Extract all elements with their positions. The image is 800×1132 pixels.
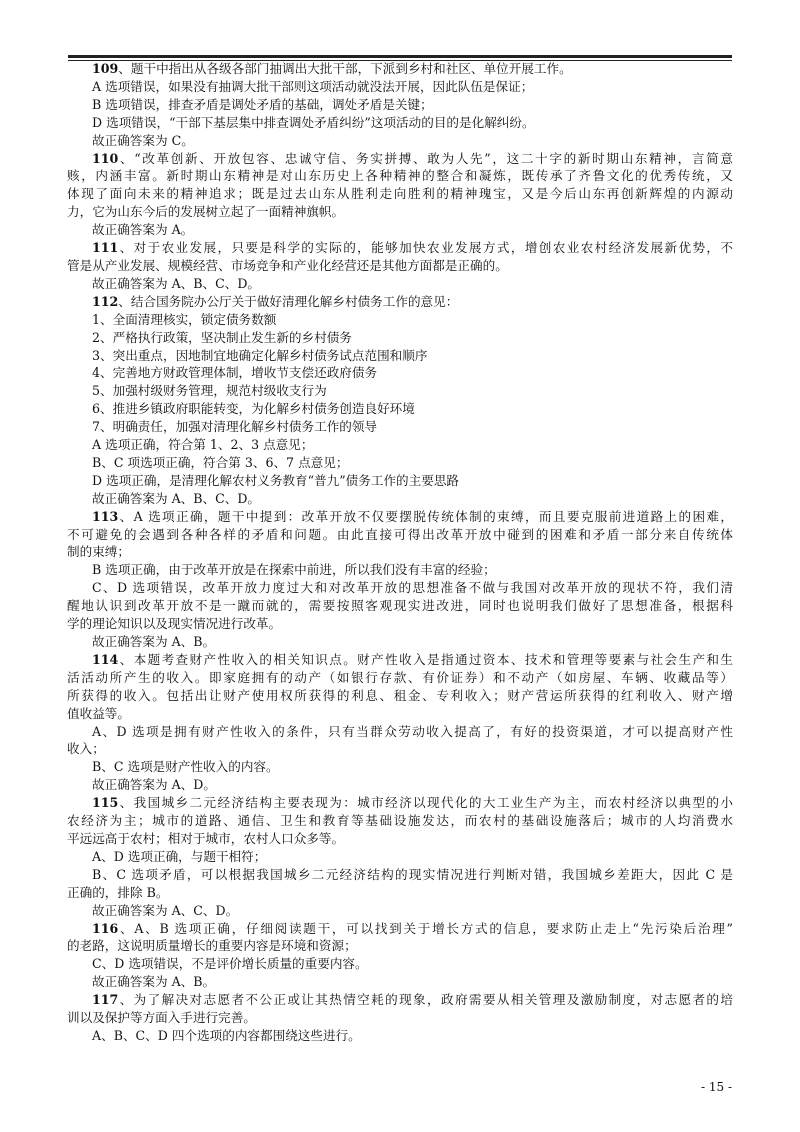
text-line [67,794,733,812]
line-text: 故正确答案为 A、B。 [92,634,216,649]
text-line [67,579,733,597]
line-text: 管是从产业发展、规模经营、市场竞争和产业化经营还是其他方面都是正确的。 [67,257,508,273]
line-text: A、D 选项是拥有财产性收入的条件，只有当群众劳动收入提高了，有好的投资渠道，才可以提高财产性 [92,723,733,739]
text-line [67,382,733,400]
text-line [67,615,733,633]
text-line [67,329,733,347]
line-text: 7、明确责任，加强对清理化解乡村债务工作的领导 [92,419,378,435]
text-line [67,526,733,544]
line-text: 的老路，这说明质量增长的重要内容是环境和资源； [67,938,357,954]
line-text: 3、突出重点，因地制宜地确定化解乡村债务试点范围和顺序 [92,347,428,363]
header-rule-thick [68,55,732,58]
text-line [67,490,733,508]
text-line [67,597,733,615]
text-line [67,687,733,705]
line-text: 、我国城乡二元经济结构主要表现为：城市经济以现代化的大工业生产为主，而农村经济以典型的小 [118,795,733,811]
text-line [67,167,733,185]
text-line [67,150,733,168]
line-text: C、D 选项错误，改革开放力度过大和对改革开放的思想准备不做与我国对改革开放的现状不符，我们清 [92,580,733,596]
line-text: 1、全面清理核实，锁定债务数额 [92,311,277,327]
line-text: 训以及保护等方面入手进行完善。 [67,1010,256,1026]
text-line [67,866,733,884]
line-text: A、D 选项正确，与题干相符； [92,848,267,864]
text-line [67,884,733,902]
line-text: 收入； [67,741,105,757]
line-text: 所获得的收入。包括出让财产使用权所获得的利息、租金、专利收入；财产营运所获得的红利收入、财产增 [67,687,733,703]
line-text: 故正确答案为 A、B。 [92,974,216,990]
text-line [67,812,733,830]
line-text: 平远远高于农村；相对于城市，农村人口众多等。 [67,830,345,846]
text-line [67,311,733,329]
line-text: 、A、B 选项正确，仔细阅读题干，可以找到关于增长方式的信息，要求防止走上“先污染后治理” [118,920,733,936]
line-text: B、C 选项是财产性收入的内容。 [92,759,279,775]
text-line [67,955,733,973]
text-line [67,400,733,418]
text-line [67,776,733,794]
line-text: 农经济为主；城市的道路、通信、卫生和教育等基础设施发达，而农村的基础设施落后；城市的人均消费水 [67,813,733,829]
line-text: 、A 选项正确，题干中提到：改革开放不仅要摆脱传统体制的束缚，而且要克服前进道路上的困难， [118,508,733,524]
line-text: 故正确答案为 A。 [92,222,194,238]
line-text: 、结合国务院办公厅关于做好清理化解乡村债务工作的意见： [118,293,459,309]
text-line [67,669,733,687]
line-text: 活活动所产生的收入。即家庭拥有的动产（如银行存款、有价证券）和不动产（如房屋、车辆、收藏品等） [67,669,733,685]
question-number: 117 [92,992,119,1008]
text-line [67,902,733,920]
line-text: 2、严格执行政策，坚决制止发生新的乡村债务 [92,329,352,345]
text-line [67,723,733,741]
text-line [67,561,733,579]
line-text: A、B、C、D 四个选项的内容都围绕这些进行。 [92,1027,361,1043]
line-text: C、D 选项错误，不是评价增长质量的重要内容。 [92,956,368,972]
line-text: 、为了解决对志愿者不公正或让其热情空耗的现象，政府需要从相关管理及激励制度，对志愿者的培 [118,992,733,1008]
line-text: 5、加强村级财务管理，规范村级收支行为 [92,383,327,399]
text-line [67,364,733,382]
line-text: 体现了面向未来的精神追求；既是过去山东从胜利走向胜利的精神瑰宝，又是今后山东再创新辉煌的内源动 [67,186,733,202]
text-line [67,239,733,257]
text-line [67,920,733,938]
line-text: 不可避免的会遇到各种各样的矛盾和问题。由此直接可得出改革开放中碰到的困难和矛盾一部分来自传统体 [67,526,733,542]
line-text: 制的束缚； [67,544,130,560]
text-line [67,705,733,723]
text-line [67,848,733,866]
text-line [67,185,733,203]
text-line [67,418,733,436]
line-text: 4、完善地方财政管理体制，增收节支偿还政府债务 [92,365,378,381]
text-line [67,221,733,239]
text-line [67,651,733,669]
question-number: 112 [92,293,119,309]
line-text: 故正确答案为 A、C、D。 [92,902,239,918]
line-text: D 选项正确，是清理化解农村义务教育“普九”债务工作的主要思路 [92,472,460,488]
text-line [67,937,733,955]
text-line [67,633,733,651]
text-line [67,203,733,221]
text-line [67,740,733,758]
text-line [67,436,733,454]
text-line [67,543,733,561]
line-text: 醒地认识到改革开放不是一蹴而就的，需要按照客观现实进改进，同时也说明我们做好了思想准备，根据科 [67,598,733,614]
question-number: 113 [92,508,119,524]
text-line [67,1009,733,1027]
line-text: 值收益等。 [67,705,130,721]
line-text: D 选项错误，“干部下基层集中排查调处矛盾纠纷”这项活动的目的是化解纠纷。 [92,114,535,130]
text-line [67,1027,733,1045]
line-text: 、题干中指出从各级各部门抽调出大批干部，下派到乡村和社区、单位开展工作。 [118,61,572,76]
line-text: 、本题考查财产性收入的相关知识点。财产性收入是指通过资本、技术和管理等要素与社会生产和生 [118,651,733,667]
text-line [67,973,733,991]
text-line [67,472,733,490]
text-line [67,275,733,293]
text-line [67,257,733,275]
text-line [67,60,733,78]
text-line [67,991,733,1009]
text-line [67,347,733,365]
line-text: 故正确答案为 C。 [92,132,194,148]
line-text: 正确的，排除 B。 [67,884,169,900]
line-text: A 选项正确，符合第 1、2、3 点意见； [92,437,314,453]
text-line [67,132,733,150]
text-line [67,96,733,114]
line-text: B、C 选项矛盾，可以根据我国城乡二元经济结构的现实情况进行判断对错，我国城乡差距大，因此 C 是 [92,866,733,882]
text-line [67,508,733,526]
page-number: - 15 - [700,1080,732,1094]
line-text: 6、推进乡镇政府职能转变，为化解乡村债务创造良好环境 [92,401,415,417]
question-number: 116 [92,920,119,936]
text-line [67,78,733,96]
text-line [67,758,733,776]
text-line [67,114,733,132]
question-number: 114 [92,651,119,667]
line-text: 赅，内涵丰富。新时期山东精神是对山东历史上各种精神的整合和凝炼，既传承了齐鲁文化的优秀传统，又 [67,168,733,184]
line-text: B 选项正确，由于改革开放是在探索中前进，所以我们没有丰富的经验； [92,562,496,578]
question-number: 109 [92,61,119,76]
line-text: B 选项错误，排查矛盾是调处矛盾的基础，调处矛盾是关键； [92,96,433,112]
question-number: 111 [92,240,119,256]
text-line [67,293,733,311]
document-body [67,60,733,1045]
line-text: A 选项错误，如果没有抽调大批干部则这项活动就没法开展，因此队伍是保证； [92,78,534,94]
line-text: B、C 项选项正确，符合第 3、6、7 点意见； [92,454,349,470]
line-text: 故正确答案为 A、B、C、D。 [92,490,261,506]
text-line [67,830,733,848]
question-number: 115 [92,795,119,811]
line-text: 、“改革创新、开放包容、忠诚守信、务实拼搏、敢为人先”，这二十字的新时期山东精神，言简意 [118,150,733,166]
line-text: 故正确答案为 A、D。 [92,777,216,793]
line-text: 故正确答案为 A、B、C、D。 [92,275,261,291]
line-text: 力，它为山东今后的发展树立起了一面精神旗帜。 [67,204,345,220]
line-text: 学的理论知识以及现实情况进行改革。 [67,616,282,632]
text-line [67,454,733,472]
line-text: 、对于农业发展，只要是科学的实际的，能够加快农业发展方式，增创农业农村经济发展新优势，不 [118,240,733,256]
question-number: 110 [92,150,119,166]
